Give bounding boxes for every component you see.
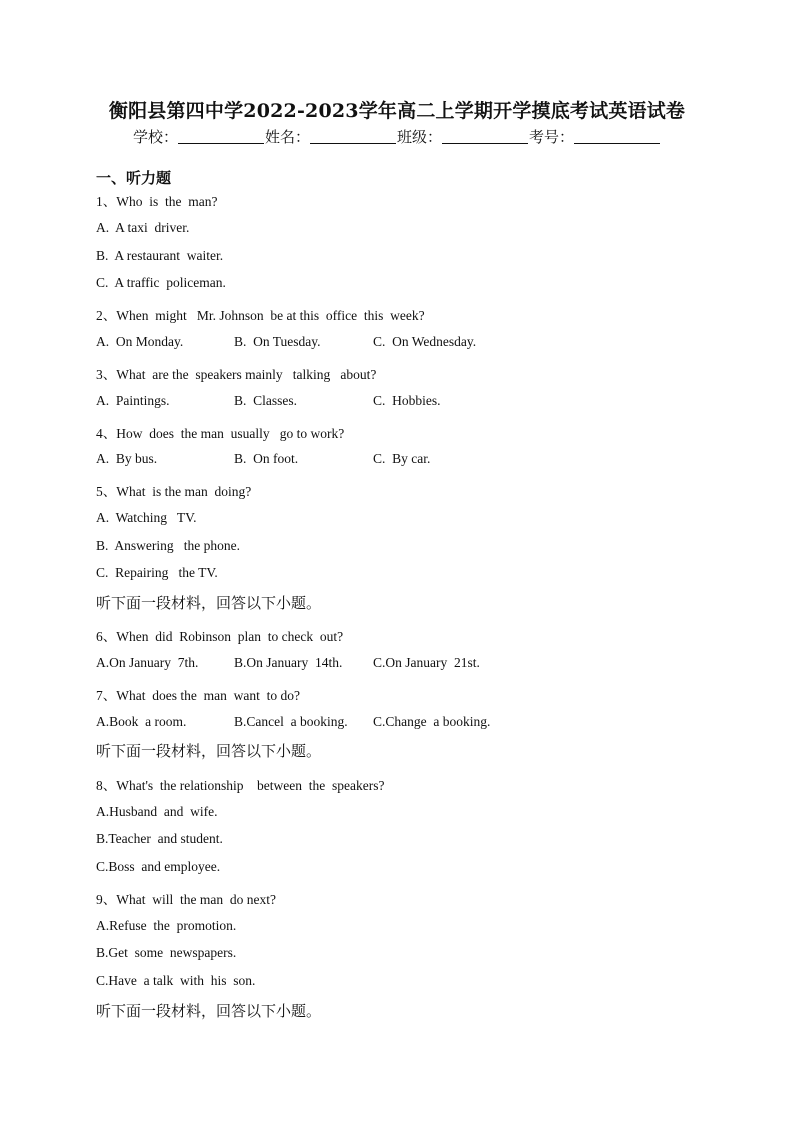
question-1: 1、Who is the man? [96,194,218,209]
question-6-option-c: C.On January 21st. [373,655,480,670]
question-9: 9、What will the man do next? [96,892,276,907]
section-title: 一、听力题 [96,169,172,187]
listening-note-1: 听下面一段材料，回答以下小题。 [96,594,322,612]
question-8-option-b: B.Teacher and student. [96,831,223,846]
question-2-option-a: A. On Monday. [96,334,184,349]
question-7-option-b: B.Cancel a booking. [234,714,348,729]
name-blank[interactable] [310,129,396,144]
question-6-option-b: B.On January 14th. [234,655,343,670]
class-blank[interactable] [442,129,528,144]
question-4: 4、How does the man usually go to work? [96,426,345,441]
question-1-option-b: B. A restaurant waiter. [96,248,224,263]
question-5-option-b: B. Answering the phone. [96,538,240,553]
listening-note-2: 听下面一段材料，回答以下小题。 [96,742,322,760]
question-4-option-b: B. On foot. [234,451,299,466]
class-label: 班级： [397,128,443,146]
exam-number-label: 考号： [529,128,575,146]
question-6-option-a: A.On January 7th. [96,655,199,670]
question-3: 3、What are the speakers mainly talking about? [96,367,377,382]
question-8-option-a: A.Husband and wife. [96,804,218,819]
exam-title: 衡阳县第四中学2022-2023学年高二上学期开学摸底考试英语试卷 [108,100,686,122]
question-8-option-c: C.Boss and employee. [96,859,221,874]
question-2-option-c: C. On Wednesday. [373,334,477,349]
question-1-option-a: A. A taxi driver. [96,220,190,235]
question-9-option-a: A.Refuse the promotion. [96,918,237,933]
question-3-option-c: C. Hobbies. [373,393,441,408]
question-7-option-c: C.Change a booking. [373,714,491,729]
question-1-option-c: C. A traffic policeman. [96,275,226,290]
question-4-option-a: A. By bus. [96,451,158,466]
question-4-option-c: C. By car. [373,451,431,466]
exam-number-blank[interactable] [574,129,660,144]
student-info-row [0,126,794,147]
question-2: 2、When might Mr. Johnson be at this office this week? [96,308,425,323]
question-9-option-b: B.Get some newspapers. [96,945,237,960]
question-8: 8、What's the relationship between the speakers? [96,778,385,793]
question-5-option-a: A. Watching TV. [96,510,197,525]
question-5-option-c: C. Repairing the TV. [96,565,218,580]
school-label: 学校： [132,128,178,146]
listening-note-3: 听下面一段材料，回答以下小题。 [96,1002,322,1020]
question-3-option-a: A. Paintings. [96,393,170,408]
question-7-option-a: A.Book a room. [96,714,187,729]
question-2-option-b: B. On Tuesday. [234,334,321,349]
question-9-option-c: C.Have a talk with his son. [96,973,256,988]
school-blank[interactable] [178,129,264,144]
question-7: 7、What does the man want to do? [96,688,300,703]
question-3-option-b: B. Classes. [234,393,298,408]
question-5: 5、What is the man doing? [96,484,252,499]
question-6: 6、When did Robinson plan to check out? [96,629,344,644]
name-label: 姓名： [264,128,310,146]
